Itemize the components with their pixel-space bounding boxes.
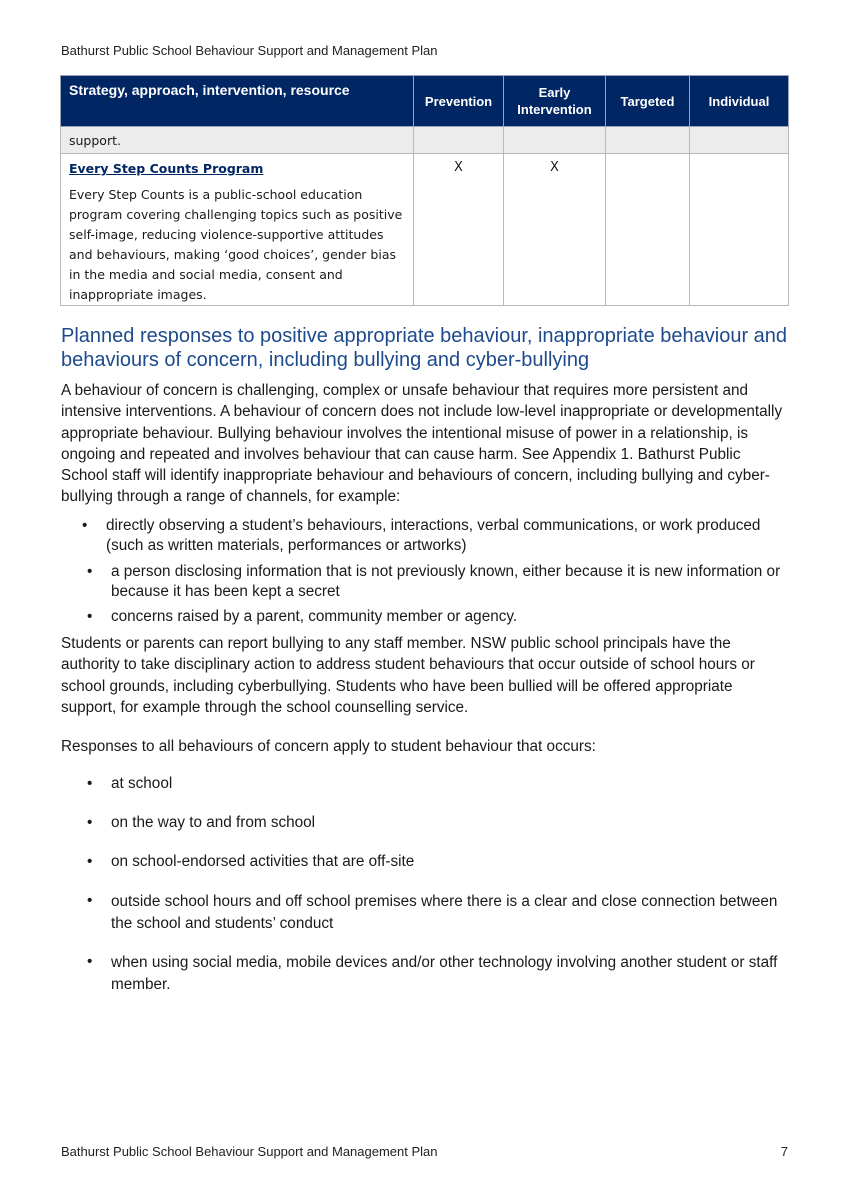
bullet-marker: • <box>87 563 93 580</box>
list-item-text: on the way to and from school <box>111 814 316 831</box>
column-header-early-intervention: Early Intervention <box>504 76 606 127</box>
targeted-cell <box>606 154 690 306</box>
bullet-marker: • <box>87 775 93 792</box>
early-intervention-cell <box>504 127 606 154</box>
bullet-marker: • <box>87 953 93 970</box>
list-item-text: when using social media, mobile devices and/or other technology involving another student or staff member. <box>111 954 778 993</box>
paragraph-reporting: Students or parents can report bullying to any staff member. NSW public school principals have the authority to take disciplinary action to address student behaviours that occur outside of school hours or school grounds, including cyberbullying. Students who have been bullied will be offered appropriate support, for example through the school counselling service. <box>61 635 755 716</box>
program-link[interactable]: Every Step Counts Program <box>69 161 264 176</box>
running-header: Bathurst Public School Behaviour Support and Management Plan <box>61 43 438 58</box>
bullet-marker: • <box>82 517 88 534</box>
list-item-text: concerns raised by a parent, community member or agency. <box>111 608 518 625</box>
strategy-cell: support. <box>61 127 414 154</box>
column-header-targeted: Targeted <box>606 76 690 127</box>
list-item-text: at school <box>111 775 173 792</box>
running-footer: Bathurst Public School Behaviour Support and Management Plan <box>61 1144 438 1159</box>
individual-cell <box>690 154 789 306</box>
strategy-cell <box>61 154 414 306</box>
program-description: Every Step Counts is a public-school education program covering challenging topics such as positive self-image, reducing violence-supportive attitudes and behaviours, making ‘good choices’, gender bias in the media and social media, consent and inappropriate images. <box>69 187 403 302</box>
bullet-marker: • <box>87 814 93 831</box>
column-header-strategy: Strategy, approach, intervention, resource <box>61 76 414 127</box>
prevention-cell: X <box>414 154 504 306</box>
list-item-text: a person disclosing information that is not previously known, either because it is new information or because it has been kept a secret <box>111 563 781 600</box>
targeted-cell <box>606 127 690 154</box>
bullet-marker: • <box>87 892 93 909</box>
table-header-row <box>61 76 789 127</box>
bullet-marker: • <box>87 608 93 625</box>
strategy-table <box>60 75 789 306</box>
section-heading: Planned responses to positive appropriate behaviour, inappropriate behaviour and behaviours of concern, including bullying and cyber-bullying <box>61 325 788 371</box>
paragraph-behaviour-of-concern: A behaviour of concern is challenging, complex or unsafe behaviour that requires more persistent and intensive interventions. A behaviour of concern does not include low-level inappropriate or developmentally appropriate behaviour. Bullying behaviour involves the intentional misuse of power in a relationship, is ongoing and repeated and involves behaviour that can cause harm. See Appendix 1. Bathurst Public School staff will identify inappropriate behaviour and behaviours of concern, including bullying and cyber-bullying through a range of channels, for example: <box>61 382 783 506</box>
list-item-text: directly observing a student’s behaviours, interactions, verbal communications, or work produced (such as written materials, performances or artworks) <box>106 517 761 554</box>
column-header-individual: Individual <box>690 76 789 127</box>
list-item-text: on school-endorsed activities that are off-site <box>111 853 415 870</box>
paragraph-responses-apply: Responses to all behaviours of concern apply to student behaviour that occurs: <box>61 738 596 755</box>
column-header-prevention: Prevention <box>414 76 504 127</box>
list-item-text: outside school hours and off school premises where there is a clear and close connection between the school and students’ conduct <box>111 893 778 932</box>
table-row <box>61 154 789 306</box>
prevention-cell <box>414 127 504 154</box>
page-number: 7 <box>780 1144 788 1159</box>
bullet-marker: • <box>87 853 93 870</box>
individual-cell <box>690 127 789 154</box>
table-row <box>61 127 789 154</box>
early-intervention-cell: X <box>504 154 606 306</box>
